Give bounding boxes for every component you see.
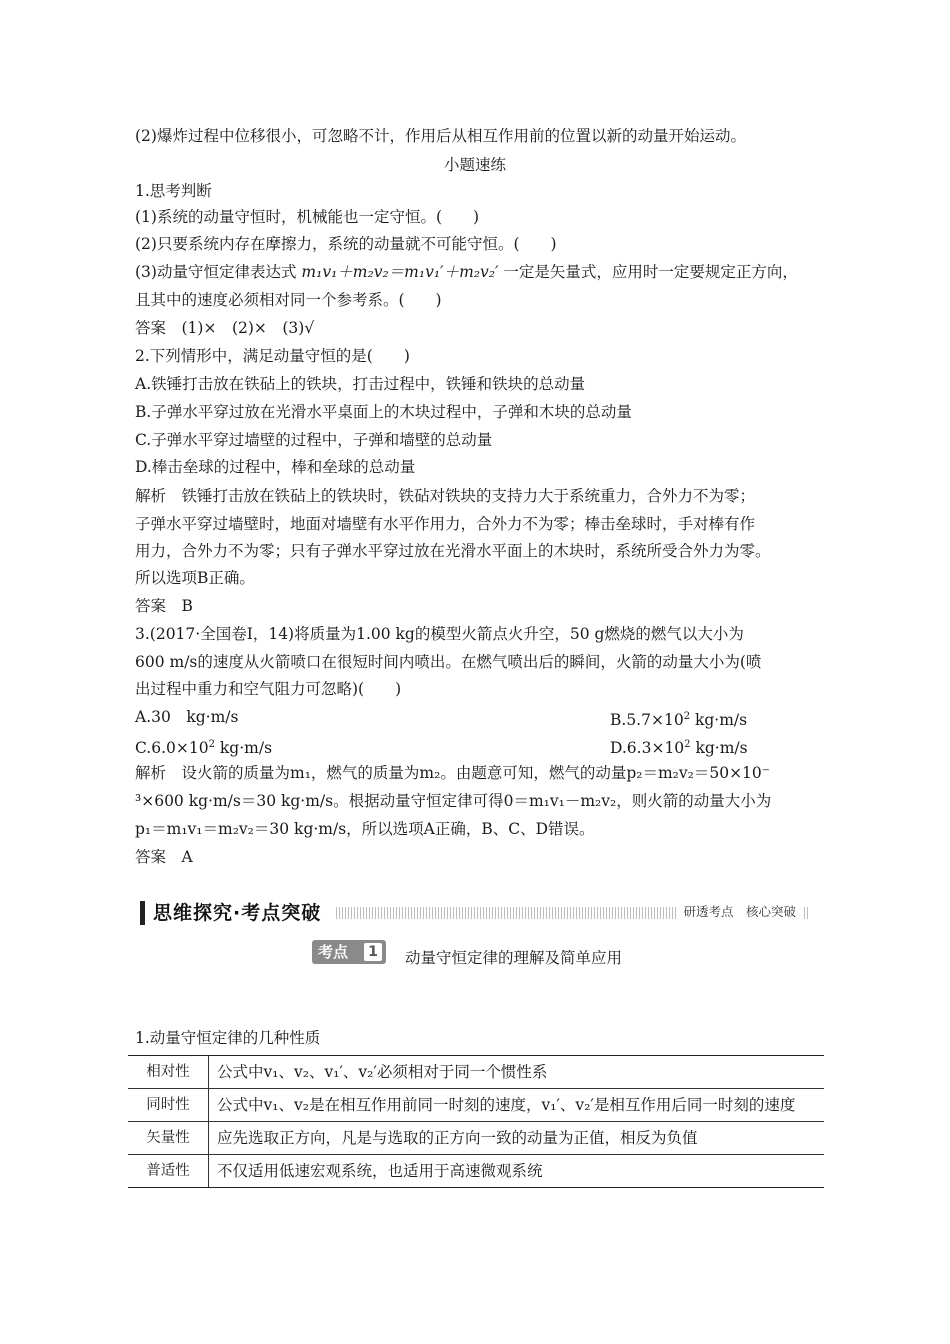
properties-title: 1.动量守恒定律的几种性质	[135, 1029, 321, 1047]
property-key: 普适性	[128, 1155, 209, 1188]
table-row	[128, 1056, 824, 1089]
q3-explanation-1: 解析 设火箭的质量为m₁，燃气的质量为m₂。由题意可知，燃气的动量p₂＝m₂v₂＝50×10⁻	[135, 764, 770, 782]
practice-heading: 小题速练	[443, 156, 506, 174]
q2-option-b: B.子弹水平穿过放在光滑水平桌面上的木块过程中，子弹和木块的总动量	[135, 403, 632, 421]
q3-line-3: 出过程中重力和空气阻力可忽略)( )	[135, 680, 402, 698]
q3-option-a: A.30 kg·m/s	[135, 708, 239, 726]
property-desc: 公式中v₁、v₂、v₁′、v₂′必须相对于同一个惯性系	[209, 1056, 825, 1089]
q1-title: 1.思考判断	[135, 182, 212, 200]
property-key: 同时性	[128, 1089, 209, 1122]
q2-explanation-3: 用力，合外力不为零；只有子弹水平穿过放在光滑水平面上的木块时，系统所受合外力为零。	[135, 542, 771, 560]
banner-tag: 研透考点 核心突破	[677, 902, 802, 922]
table-row	[128, 1155, 824, 1188]
kaodian-title: 动量守恒定律的理解及简单应用	[405, 949, 623, 967]
property-desc: 不仅适用低速宏观系统，也适用于高速微观系统	[209, 1155, 825, 1188]
intro-line: (2)爆炸过程中位移很小，可忽略不计，作用后从相互作用前的位置以新的动量开始运动。	[135, 127, 746, 145]
q3-option-d: $D.6.3\times 10^2$ kg·m/s	[610, 739, 748, 758]
q2-option-d: D.棒击垒球的过程中，棒和垒球的总动量	[135, 458, 416, 476]
momentum-formula: m₁v₁＋m₂v₂＝m₁v₁′＋m₂v₂′	[301, 263, 499, 281]
property-desc: 应先选取正方向，凡是与选取的正方向一致的动量为正值，相反为负值	[209, 1122, 825, 1155]
banner-title: 思维探究·考点突破	[140, 901, 329, 925]
q1-statement-3: (3)动量守恒定律表达式 m₁v₁＋m₂v₂＝m₁v₁′＋m₂v₂′ 一定是矢量式，应用时一定要规定正方向，	[135, 263, 798, 281]
q3-line-2: 600 m/s的速度从火箭喷口在很短时间内喷出。在燃气喷出后的瞬间，火箭的动量大小为(喷	[135, 653, 762, 671]
q2-option-a: A.铁锤打击放在铁砧上的铁块，打击过程中，铁锤和铁块的总动量	[135, 375, 586, 393]
table-row	[128, 1089, 824, 1122]
section-banner	[140, 899, 808, 929]
property-key: 相对性	[128, 1056, 209, 1089]
q2-answer: 答案 B	[135, 597, 193, 615]
q2-explanation-1: 解析 铁锤打击放在铁砧上的铁块时，铁砧对铁块的支持力大于系统重力，合外力不为零；	[135, 487, 756, 505]
q2-title: 2.下列情形中，满足动量守恒的是( )	[135, 347, 410, 365]
q2-explanation-2: 子弹水平穿过墙壁时，地面对墙壁有水平作用力，合外力不为零；棒击垒球时，手对棒有作	[135, 515, 756, 533]
kaodian-label: 考点	[318, 943, 349, 961]
q1-statement-1: (1)系统的动量守恒时，机械能也一定守恒。( )	[135, 208, 480, 226]
property-key: 矢量性	[128, 1122, 209, 1155]
property-desc: 公式中v₁、v₂是在相互作用前同一时刻的速度，v₁′、v₂′是相互作用后同一时刻的速度	[209, 1089, 825, 1122]
q2-explanation-4: 所以选项B正确。	[135, 569, 255, 587]
kaodian-number: 1	[364, 943, 382, 961]
q3-line-1: 3.(2017·全国卷Ⅰ，14)将质量为1.00 kg的模型火箭点火升空，50 g燃烧的燃气以大小为	[135, 625, 744, 643]
q3-option-c: $C.6.0\times 10^2$ kg·m/s	[135, 739, 273, 758]
table-row	[128, 1122, 824, 1155]
q3-explanation-3: p₁＝m₁v₁＝m₂v₂＝30 kg·m/s，所以选项A正确，B、C、D错误。	[135, 820, 595, 838]
properties-table	[128, 1055, 824, 1188]
q3-options-row-1	[135, 707, 795, 730]
kaodian-badge	[312, 940, 386, 964]
q1-answer: 答案 (1)× (2)× (3)√	[135, 319, 315, 337]
q3-answer: 答案 A	[135, 848, 193, 866]
q1-statement-3-cont: 且其中的速度必须相对同一个参考系。( )	[135, 291, 442, 309]
q1-statement-2: (2)只要系统内存在摩擦力，系统的动量就不可能守恒。( )	[135, 235, 557, 253]
q3-option-b: $B.5.7\times 10^2$ kg·m/s	[610, 711, 748, 730]
q2-option-c: C.子弹水平穿过墙壁的过程中，子弹和墙壁的总动量	[135, 431, 493, 449]
q3-options-row-2	[135, 735, 795, 758]
q3-explanation-2: ³×600 kg·m/s＝30 kg·m/s。根据动量守恒定律可得0＝m₁v₁－m₂v₂，则火箭的动量大小为	[135, 792, 772, 810]
